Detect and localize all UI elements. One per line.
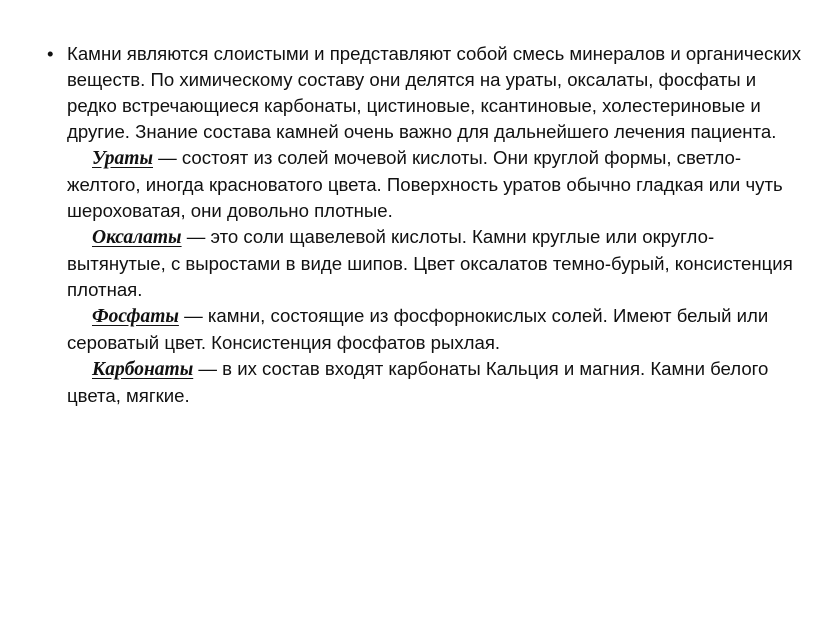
stone-type-phosphates xyxy=(47,303,807,356)
intro-text: Камни являются слоистыми и представляют собой смесь минералов и органических веществ. По химическому составу они делятся на ураты, оксалаты, фосфаты и редко встречающиеся карбонаты, цистиновые, ксантиновые, холестериновые и другие. Знание состава камней очень важно для дальнейшего лечения пациента. xyxy=(67,43,802,142)
intro-paragraph xyxy=(47,41,807,145)
description-carbonates: — в их состав входят карбонаты Кальция и магния. Камни белого цвета, мягкие. xyxy=(67,358,769,406)
description-oxalates: — это соли щавелевой кислоты. Камни круглые или округло-вытянутые, с выростами в виде шипов. Цвет оксалатов темно-бурый, консистенция плотная. xyxy=(67,226,793,300)
stone-type-carbonates xyxy=(47,356,807,409)
slide-content xyxy=(47,41,807,409)
description-phosphates: — камни, состоящие из фосфорнокислых солей. Имеют белый или сероватый цвет. Консистенция фосфатов рыхлая. xyxy=(67,305,769,353)
stone-type-oxalates xyxy=(47,224,807,303)
stone-type-urates xyxy=(47,145,807,224)
term-urates: Ураты xyxy=(92,148,153,169)
term-oxalates: Оксалаты xyxy=(92,227,182,248)
bullet-icon: • xyxy=(47,43,54,64)
term-carbonates: Карбонаты xyxy=(92,359,194,380)
description-urates: — состоят из солей мочевой кислоты. Они круглой формы, светло-желтого, иногда красноватого цвета. Поверхность уратов обычно гладкая или чуть шероховатая, они довольно плотные. xyxy=(67,147,783,221)
term-phosphates: Фосфаты xyxy=(92,306,179,327)
